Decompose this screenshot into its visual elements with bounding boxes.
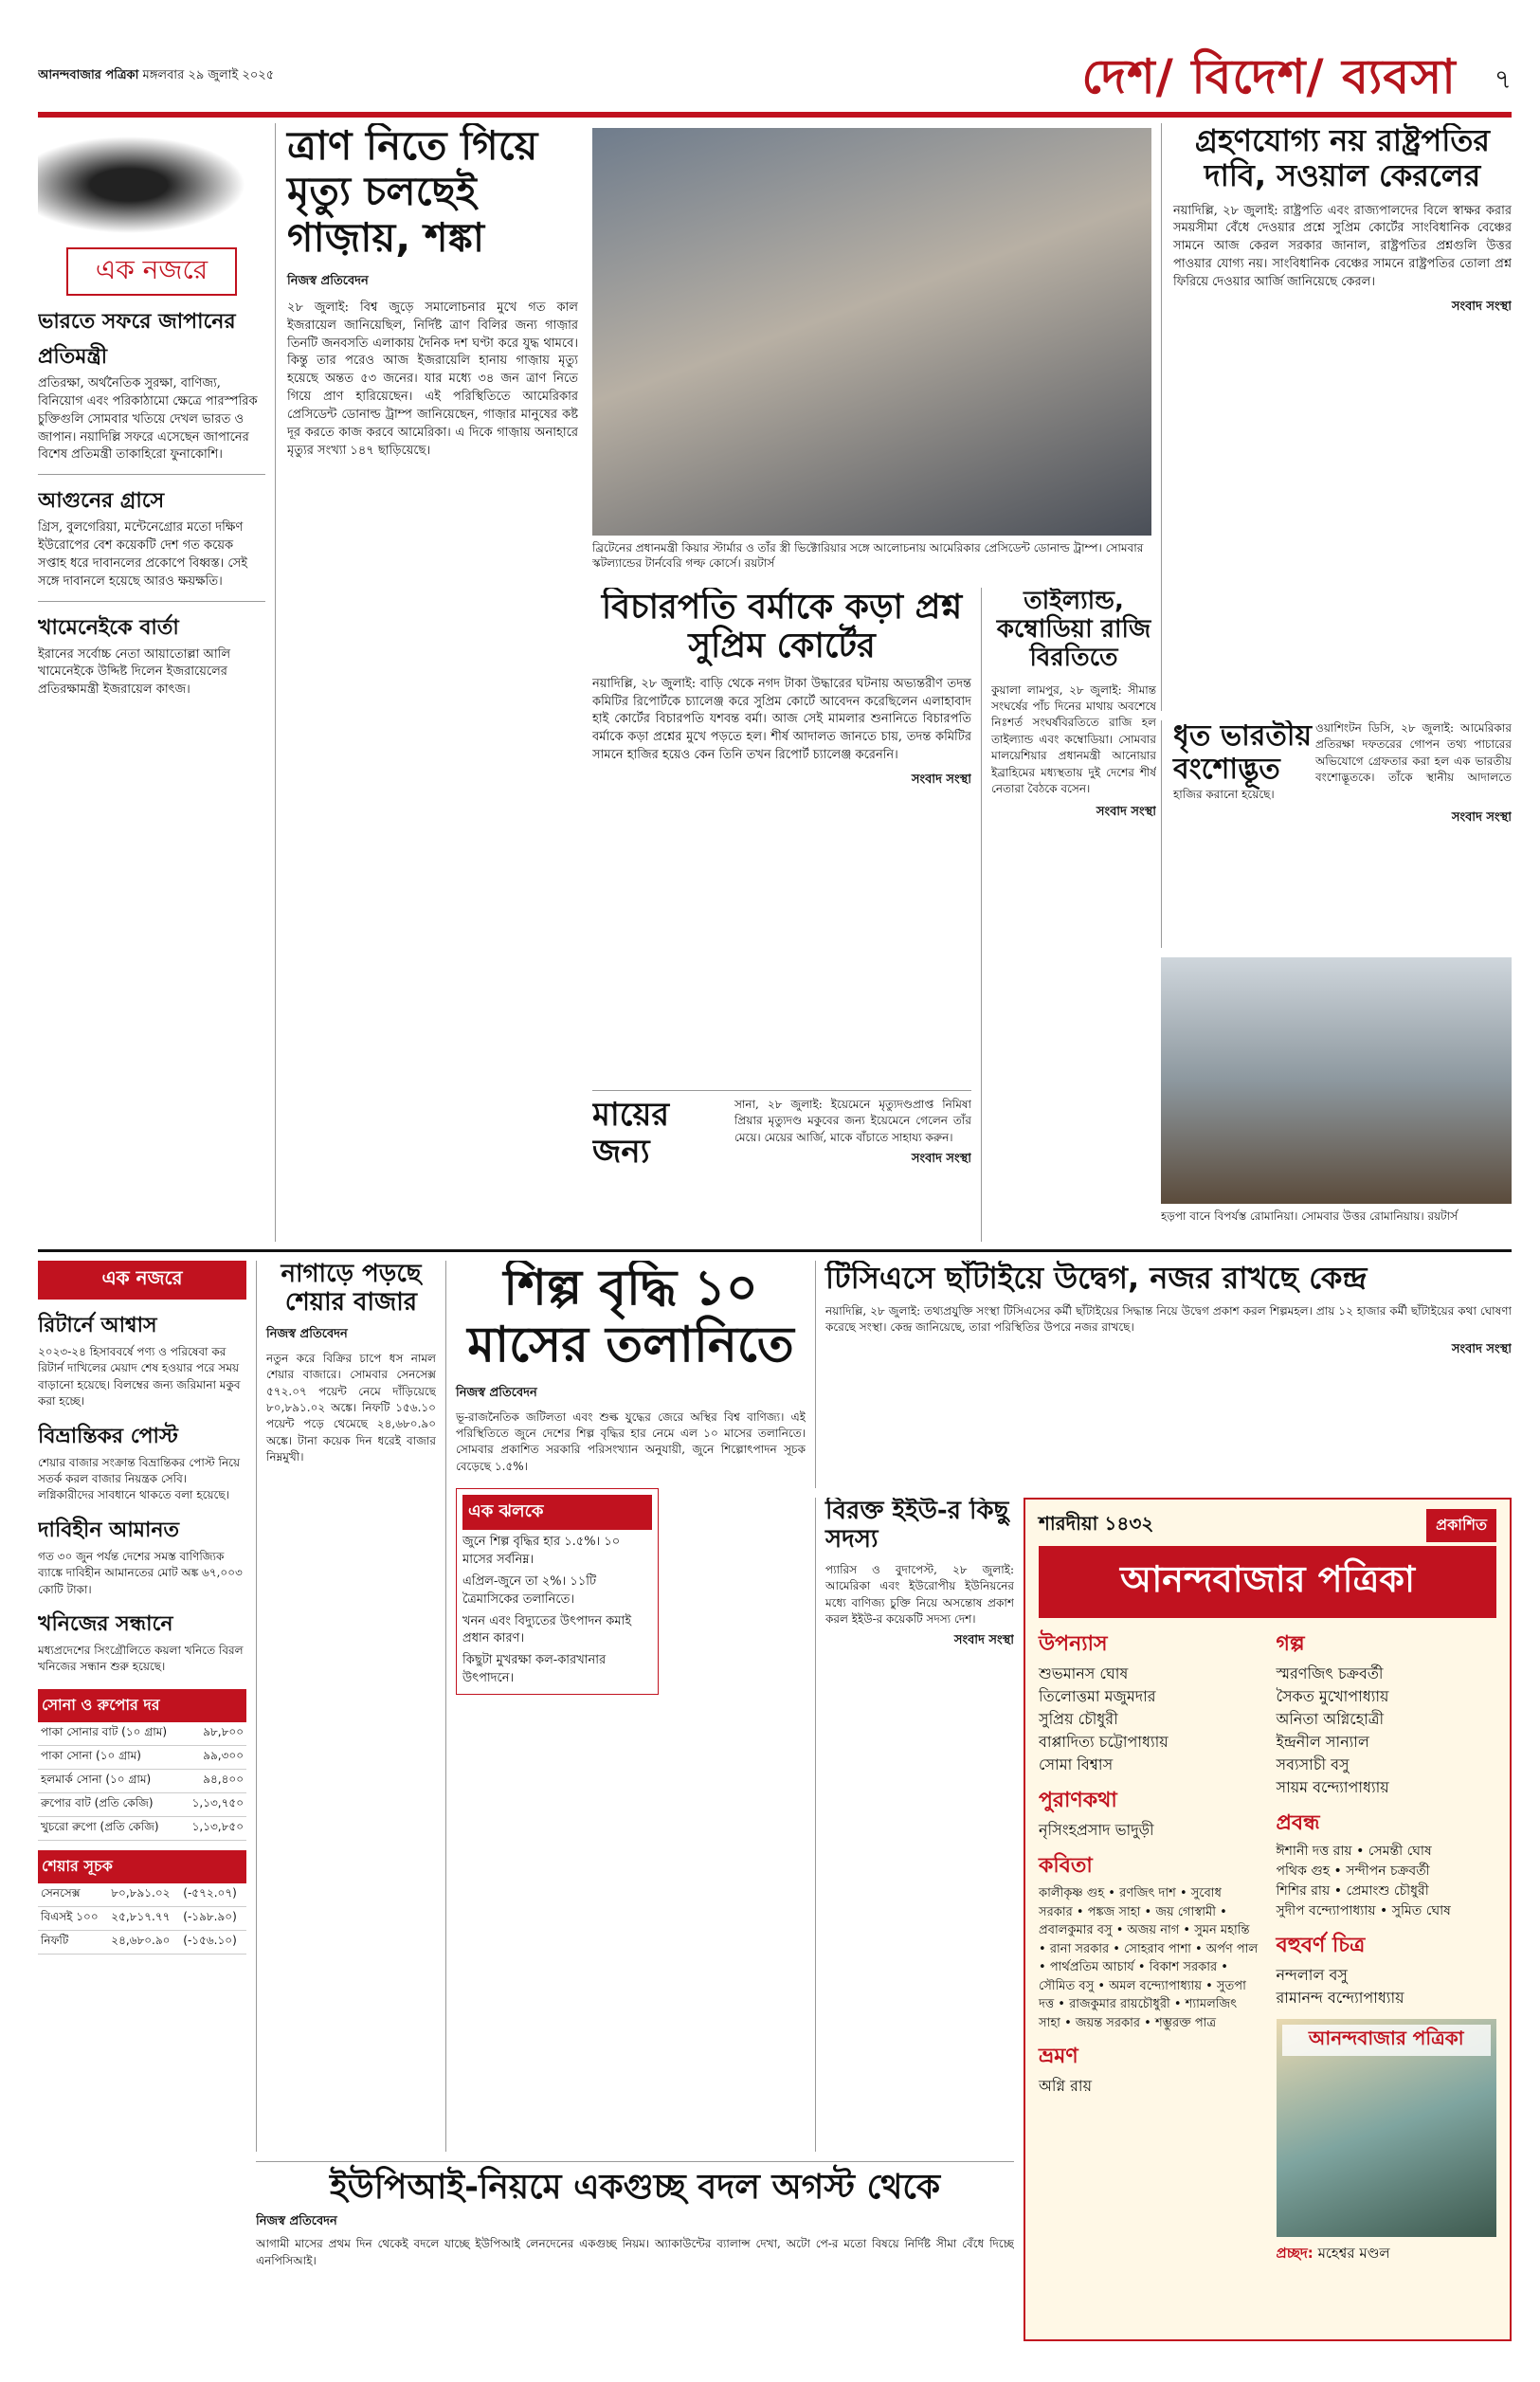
gaza-byline: নিজস্ব প্রতিবেদন [287,273,369,288]
kerala-headline: গ্রহণযোগ্য নয় রাষ্ট্রপতির দাবি, সওয়াল কেরলের [1195,123,1490,193]
ad-edition: শারদীয়া ১৪৩২ [1039,1512,1154,1535]
gold-table [38,1722,246,1841]
kerala-byline: সংবাদ সংস্থা [1451,299,1512,314]
industry-byline: নিজস্ব প্রতিবেদন [456,1385,537,1400]
upi-body: আগামী মাসের প্রথম দিন থেকেই বদলে যাচ্ছে ইউপিআই লেনদেনের একগুচ্ছ নিয়ম। অ্যাকাউন্টের ব্যালান্স দেখা, অটো পে-র মতো বিষয়ে নির্দিষ্ট সীমা বেঁধে দিচ্ছে এনপিসিআই। [256,2237,1014,2267]
justice-body: নয়াদিল্লি, ২৮ জুলাই: বাড়ি থেকে নগদ টাকা উদ্ধারের ঘটনায় অভ্যন্তরীণ তদন্ত কমিটির রিপোর্টকে চ্যালেঞ্জ করে সুপ্রিম কোর্টে আবেদন করেছিলেন এলাহাবাদ হাই কোর্টের বিচারপতি যশবন্ত বর্মা। আজ সেই মামলার শুনানিতে বিচারপতি বর্মাকে কড়া প্রশ্নের মুখে পড়তে হল। শীর্ষ আদালত জানতে চায়, তদন্ত কমিটির সামনে হাজির হয়েও কেন তিনি তখন রিপোর্ট চ্যালেঞ্জ করেননি। [592,676,971,763]
kerala-article [1161,123,1512,711]
table-row: নিফটি ২৪,৬৮০.৯০ (-১৫৬.১০) [38,1930,246,1954]
tcs-headline: টিসিএসে ছাঁটাইয়ে উদ্বেগ, নজর রাখছে কেন্দ্র [825,1261,1368,1296]
kerala-body: নয়াদিল্লি, ২৮ জুলাই: রাষ্ট্রপতি এবং রাজ্যপালদের বিলে স্বাক্ষর করার সময়সীমা বেঁধে দেওয়ার প্রশ্নে সুপ্রিম কোর্টের সাংবিধানিক বেঞ্চের সামনে আজ কেরল সরকার জানাল, রাষ্ট্রপতির প্রশ্নগুলি উত্তর পাওয়ার যোগ্য নয়। সাংবিধানিক বেঞ্চের সামনে রাষ্ট্রপতির তোলা প্রশ্ন ফিরিয়ে দেওয়ার আর্জি জানিয়েছে কেরল। [1173,203,1512,289]
section-title: দেশ/ বিদেশ/ ব্যবসা [1081,48,1457,104]
industry-glance: এক ঝলকে জুনে শিল্প বৃদ্ধির হার ১.৫%। ১০ মাসের সর্বনিম্ন। এপ্রিল-জুনে তা ২%। ১১টি ত্রৈমাসিকের তলানিতে। খনন এবং বিদ্যুতের উৎপাদন কমাই প্রধান কারণ। কিছুটা মুখরক্ষা কল-কারখানার উৎপাদনে। [456,1488,659,1695]
header-rule [38,112,1512,118]
ad-essay-title: প্রবন্ধ [1276,1811,1320,1835]
ad-cover-image [1277,2019,1497,2237]
gaza-headline: ত্রাণ নিতে গিয়ে মৃত্যু চলছেই গাজ়ায়, শঙ্কা [287,123,538,261]
thailand-article [981,588,1156,1242]
glance-item: রিটার্নে আশ্বাস ২০২৩-২৪ হিসাববর্ষে পণ্য ও পরিষেবা কর রিটার্ন দাখিলের মেয়াদ শেষ হওয়ার পরে সময় বাড়ানো হয়েছে। বিলম্বের জন্য জরিমানা মকুব করা হচ্ছে। [38,1314,241,1409]
glance-item: খনিজের সন্ধানে মধ্যপ্রদেশের সিংগ্রৌলিতে কয়লা খনিতে বিরল খনিজের সন্ধান শুরু হয়েছে। [38,1611,244,1674]
table-row: পাকা সোনা (১০ গ্রাম) ৯৯,৩০০ [38,1745,246,1769]
upi-byline: নিজস্ব প্রতিবেদন [256,2214,337,2229]
dhrita-headline: ধৃত ভারতীয় বংশোদ্ভূত [1173,720,1313,786]
list-item: জুনে শিল্প বৃদ্ধির হার ১.৫%। ১০ মাসের সর্বনিম্ন। [462,1535,621,1567]
flood-photo [1161,957,1512,1204]
thailand-headline: তাইল্যান্ড, কম্বোডিয়া রাজি বিরতিতে [996,588,1151,672]
mother-article [592,1090,971,1242]
ad-paper: আনন্দবাজার পত্রিকা [1039,1546,1496,1618]
industry-headline: শিল্প বৃদ্ধি ১০ মাসের তলানিতে [467,1261,794,1373]
glance-item: দাবিহীন আমানত গত ৩০ জুন পর্যন্ত দেশের সমস্ত বাণিজ্যিক ব্যাঙ্কে দাবিহীন আমানতের মোট অঙ্ক ৬৭,০০৩ কোটি টাকা। [38,1518,243,1596]
tcs-byline: সংবাদ সংস্থা [1451,1341,1512,1356]
mother-byline: সংবাদ সংস্থা [911,1152,971,1167]
table-row: পাকা সোনার বাট (১০ গ্রাম) ৯৮,৮০০ [38,1722,246,1746]
nagad-headline: নাগাড়ে পড়ছে শেয়ার বাজার [281,1261,422,1317]
page-number: ৭ [1494,63,1512,95]
nagad-byline: নিজস্ব প্রতিবেদন [266,1326,348,1341]
table-row: বিএসই ১০০ ২৫,৮১৭.৭৭ (-১৯৮.৯০) [38,1906,246,1930]
upi-headline: ইউপিআই-নিয়মে একগুচ্ছ বদল অগস্ট থেকে [329,2168,941,2207]
share-table [38,1883,246,1955]
flood-photo-block [1161,957,1512,1242]
glance-item: বিভ্রান্তিকর পোস্ট শেয়ার বাজার সংক্রান্ত বিভ্রান্তিকর পোস্ট নিয়ে সতর্ক করল বাজার নিয়ন্ত্রক সেবি। লগ্নিকারীদের সাবধানে থাকতে বলা হয়েছে। [38,1424,241,1502]
list-item: কিছুটা মুখরক্ষা কল-কারখানার উৎপাদনে। [462,1653,607,1686]
nagad-article [256,1261,436,2152]
gaza-article [275,123,578,1242]
ad-published-badge: প্রকাশিত [1426,1509,1496,1542]
thailand-body: কুয়ালা লামপুর, ২৮ জুলাই: সীমান্ত সংঘর্ষের পাঁচ দিনের মাথায় অবশেষে নিঃশর্ত সংঘর্ষবিরতিতে রাজি হল তাইল্যান্ড এবং কম্বোডিয়া। সোমবার মালয়েশিয়ার প্রধানমন্ত্রী আনোয়ার ইব্রাহিমের মধ্যস্থতায় দুই দেশের শীর্ষ নেতারা বৈঠকে বসেন। [991,682,1156,796]
masthead-dateline [38,66,274,86]
fold-rule [38,1249,1512,1252]
eu-headline: বিরক্ত ইইউ-র কিছু সদস্য [825,1498,1009,1554]
mother-headline: মায়ের জন্য [592,1096,670,1172]
justice-article [592,588,971,1081]
share-title: শেয়ার সূচক [38,1850,246,1883]
glance-item: আগুনের গ্রাসে গ্রিস, বুলগেরিয়া, মন্টেনেগ্রোর মতো দক্ষিণ ইউরোপের বেশ কয়েকটি দেশ গত কয়েক সপ্তাহ ধরে দাবানলের প্রকোপে বিধ্বস্ত। সেই সঙ্গে দাবানলে হয়েছে আরও ক্ষয়ক্ষতি। [38,489,248,589]
starmer-trump-photo [592,128,1151,536]
dhrita-article [1161,720,1512,948]
industry-article [445,1261,806,2152]
table-row: সেনসেক্স ৮০,৮৯১.০২ (-৫৭২.০৭) [38,1883,246,1907]
tcs-article [815,1261,1512,1488]
ad-cover-credit: প্রচ্ছদ: মহেশ্বর মণ্ডল [1276,2245,1390,2262]
flood-caption: হড়পা বানে বিপর্যস্ত রোমানিয়া। সোমবার উত্তর রোমানিয়ায়। রয়টার্স [1161,1209,1458,1223]
glance-label-bottom: এক নজরে [38,1261,246,1300]
ad-poetry-title: কবিতা [1039,1854,1093,1878]
table-row: খুচরো রুপো (প্রতি কেজি) ১,১৩,৮৫০ [38,1816,246,1840]
ad-novel-title: উপন্যাস [1039,1632,1108,1656]
list-item: খনন এবং বিদ্যুতের উৎপাদন কমাই প্রধান কারণ। [462,1613,632,1646]
eu-article [815,1498,1014,2152]
glance-label: এক নজরে [66,247,237,296]
tcs-body: নয়াদিল্লি, ২৮ জুলাই: তথ্যপ্রযুক্তি সংস্থা টিসিএসের কর্মী ছাঁটাইয়ের সিদ্ধান্ত নিয়ে উদ্বেগ প্রকাশ করল শিল্পমহল। প্রায় ১২ হাজার কর্মী ছাঁটাইয়ের কথা ঘোষণা করেছে সংস্থা। কেন্দ্র জানিয়েছে, তারা পরিস্থিতির উপরে নজর রাখছে। [825,1303,1512,1335]
thailand-byline: সংবাদ সংস্থা [1096,805,1156,820]
gold-title: সোনা ও রুপোর দর [38,1689,246,1722]
world-map-icon [38,128,265,242]
glance-item: খামেনেইকে বার্তা ইরানের সর্বোচ্চ নেতা আয়াতোল্লা আলি খামেনেইকে উদ্দিষ্ট দিলেন ইজরায়েলের প্রতিরক্ষামন্ত্রী ইজরায়েল কাৎজ। [38,615,231,698]
list-item: এপ্রিল-জুনে তা ২%। ১১টি ত্রৈমাসিকের তলানিতে। [462,1573,597,1607]
eu-byline: সংবাদ সংস্থা [953,1633,1014,1648]
justice-byline: সংবাদ সংস্থা [911,773,971,787]
section-header [1082,47,1512,114]
cover-paper-name: আনন্দবাজার পত্রিকা [1282,2025,1492,2056]
at-a-glance-bottom [38,1261,246,2341]
ad-myth-title: পুরাণকথা [1039,1789,1117,1812]
starmer-photo-block [592,128,1151,573]
ad-painting-title: বহুবর্ণ চিত্র [1276,1934,1366,1957]
gaza-body: ২৮ জুলাই: বিশ্ব জুড়ে সমালোচনার মুখে গত কাল ইজরায়েল জানিয়েছিল, নির্দিষ্ট ত্রাণ বিলির জন্য গাজ়ার তিনটি জনবসতি এলাকায় দৈনিক দশ ঘণ্টা করে যুদ্ধ থামবে। কিন্তু তার পরেও আজ ইজরায়েলি হানায় গাজ়ায় মৃত্যু হয়েছে অন্তত ৫৩ জনের। যার মধ্যে ৩৪ জন ত্রাণ নিতে গিয়ে প্রাণ হারিয়েছেন। এই পরিস্থিতিতে আমেরিকার প্রেসিডেন্ট ডোনাল্ড ট্রাম্প জানিয়েছেন, গাজ়ার মানুষের কষ্ট দূর করতে কাজ করবে আমেরিকা। এ দিকে গাজ়ায় অনাহারে মৃত্যুর সংখ্যা ১৪৭ ছাড়িয়েছে। [287,300,578,458]
glance-item: ভারতে সফরে জাপানের প্রতিমন্ত্রী প্রতিরক্ষা, অর্থনৈতিক সুরক্ষা, বাণিজ্য, বিনিয়োগ এবং পরিকাঠামো ক্ষেত্রে পারস্পরিক চুক্তিগুলি সোমবার খতিয়ে দেখল ভারত ও জাপান। নয়াদিল্লি সফরে এসেছেন জাপানের বিশেষ প্রতিমন্ত্রী তাকাহিরো ফুনাকোশি। [38,310,258,463]
photo-caption: ব্রিটেনের প্রধানমন্ত্রী কিয়ার স্টার্মার ও তাঁর স্ত্রী ভিক্টোরিয়ার সঙ্গে আলোচনায় আমেরিকার প্রেসিডেন্ট ডোনাল্ড ট্রাম্প। সোমবার স্কটল্যান্ডের টার্নবেরি গল্ফ কোর্সে। রয়টার্স [592,541,1144,570]
issue-date: মঙ্গলবার ২৯ জুলাই ২০২৫ [142,68,275,82]
at-a-glance-top [38,128,265,1246]
mother-body: সানা, ২৮ জুলাই: ইয়েমেনে মৃত্যুদণ্ডপ্রাপ্ত নিমিষা প্রিয়ার মৃত্যুদণ্ড মকুবের জন্য ইয়েমেনে গেলেন তাঁর মেয়ে। মেয়ের আর্জি, মাকে বাঁচাতে সাহায্য করুন। [734,1098,971,1144]
nagad-body: নতুন করে বিক্রির চাপে ধস নামল শেয়ার বাজারে। সোমবার সেনসেক্স ৫৭২.০৭ পয়েন্ট নেমে দাঁড়িয়েছে ৮০,৮৯১.০২ অঙ্কে। নিফটি ১৫৬.১০ পয়েন্ট পড়ে থেমেছে ২৪,৬৮০.৯০ অঙ্কে। টানা কয়েক দিন ধরেই বাজার নিম্নমুখী। [266,1351,436,1464]
table-row: রুপোর বাট (প্রতি কেজি) ১,১৩,৭৫০ [38,1792,246,1816]
sharadiya-ad: শারদীয়া ১৪৩২ প্রকাশিত আনন্দবাজার পত্রিকা উপন্যাস শুভমানস ঘোষ তিলোত্তমা মজুমদার সুপ্রিয় চৌধুরী বাপ্পাদিত্য চট্টোপাধ্যায় সোমা বিশ্বাস পুরাণকথা নৃসিংহপ্রসাদ ভাদুড়ী কবিতা কালীকৃষ্ণ গুহ • রণজিৎ দাশ • সুবোধ সরকার • পঙ্কজ সাহা • জয় গোস্বামী • প্রবালকুমার বসু • অজয় নাগ • সুমন মহান্তি • রানা সরকার • সোহরাব পাশা • অর্পণ পাল • পার্থপ্রতিম আচার্য • বিকাশ সরকার • সৌমিত বসু • অমল বন্দ্যোপাধ্যায় • সুতপা দত্ত • রাজকুমার রায়চৌধুরী • শ্যামলজিৎ সাহা • জয়ন্ত সরকার • শম্ভুরক্ত পাত্র ভ্রমণ অগ্নি রায় গল্প স্মরণজিৎ চক্রবর্তী সৈকত মুখোপাধ্যায় অনিতা অগ্নিহোত্রী ইন্দ্রনীল সান্যাল সব্যসাচী বসু সায়ম বন্দ্যোপাধ্যায় প্রবন্ধ ঈশানী দত্ত রায় • সেমন্তী ঘোষ পথিক গুহ • সন্দীপন চক্রবর্তী শিশির রায় • প্রেমাংশু চৌধুরী সুদীপ বন্দ্যোপাধ্যায় • সুমিত ঘোষ বহুবর্ণ চিত্র নন্দলাল বসু রামানন্দ বন্দ্যোপাধ্যায় আনন্দবাজার পত্রিকা প্রচ্ছদ: মহেশ্বর মণ্ডল [1024,1498,1512,2341]
eu-body: প্যারিস ও বুদাপেস্ট, ২৮ জুলাই: আমেরিকা এবং ইউরোপীয় ইউনিয়নের মধ্যে বাণিজ্য চুক্তি নিয়ে অসন্তোষ প্রকাশ করল ইইউ-র কয়েকটি সদস্য দেশ। [825,1562,1014,1626]
paper-name: আনন্দবাজার পত্রিকা [38,68,139,82]
ad-travel-title: ভ্রমণ [1039,2045,1078,2068]
upi-article [256,2161,1014,2341]
table-row: হলমার্ক সোনা (১০ গ্রাম) ৯৪,৪০০ [38,1769,246,1792]
justice-headline: বিচারপতি বর্মাকে কড়া প্রশ্ন সুপ্রিম কোর্টের [601,588,963,666]
dhrita-byline: সংবাদ সংস্থা [1451,809,1512,825]
dhrita-body: ওয়াশিংটন ডিসি, ২৮ জুলাই: আমেরিকার প্রতিরক্ষা দফতরের গোপন তথ্য পাচারের অভিযোগে গ্রেফতার করা হল এক ভারতীয় বংশোদ্ভূতকে। তাঁকে স্থানীয় আদালতে হাজির করানো হয়েছে। [1173,721,1512,801]
industry-body: ভূ-রাজনৈতিক জটিলতা এবং শুল্ক যুদ্ধের জেরে অস্থির বিশ্ব বাণিজ্য। এই পরিস্থিতিতে জুনে দেশের শিল্প বৃদ্ধির হার নেমে এল ১০ মাসের তলানিতে। সোমবার প্রকাশিত সরকারি পরিসংখ্যান অনুযায়ী, জুনে শিল্পোৎপাদন সূচক বেড়েছে ১.৫%। [456,1409,806,1473]
ad-story-title: গল্প [1276,1632,1305,1656]
